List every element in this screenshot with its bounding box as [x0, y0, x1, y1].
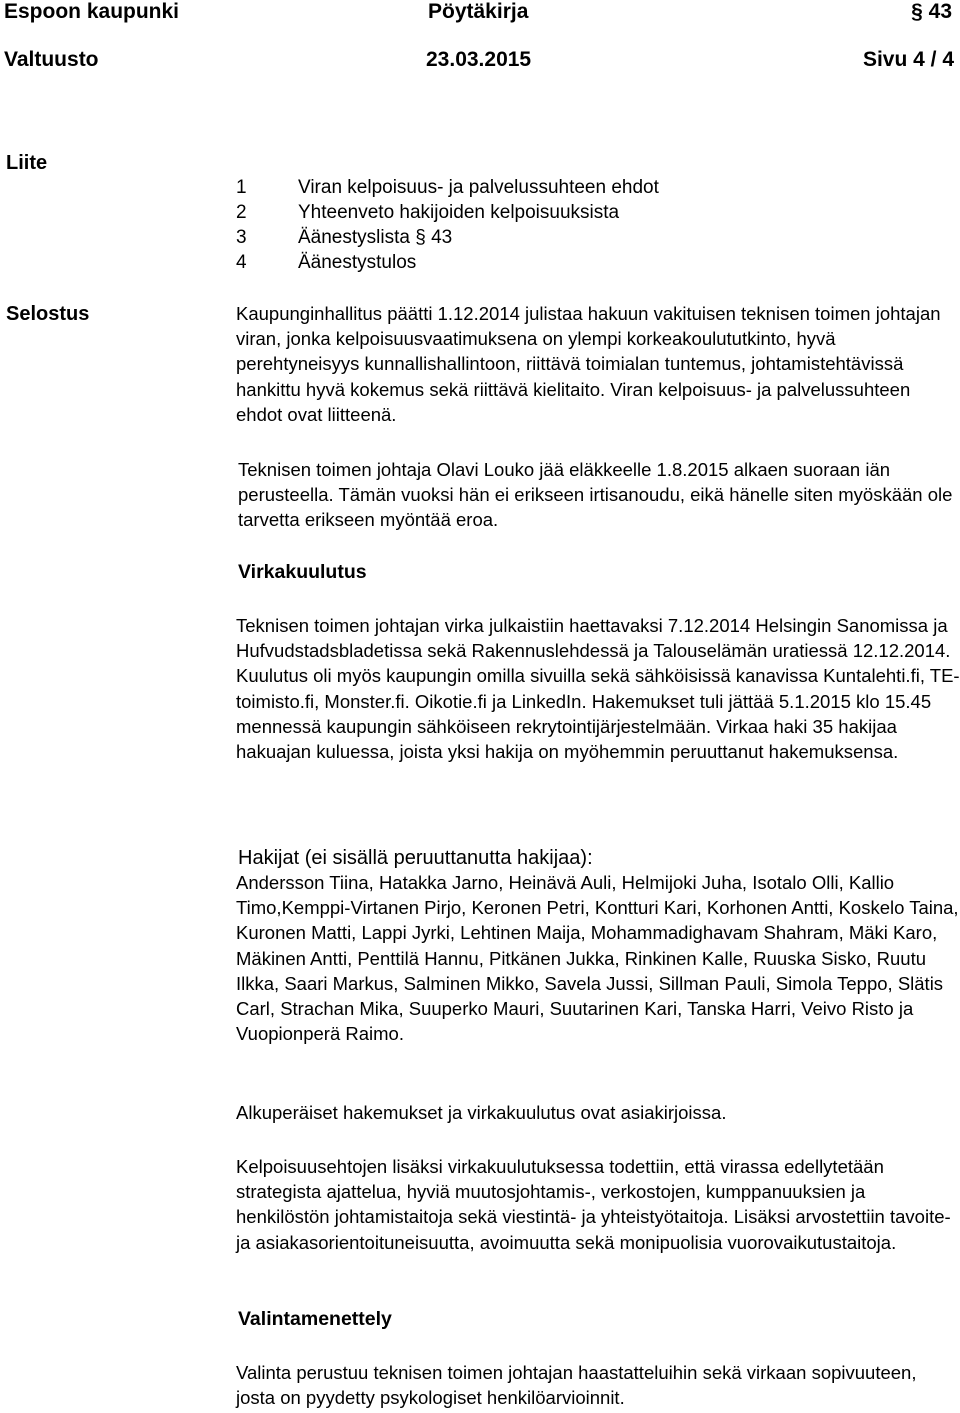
- header-section: § 43: [911, 0, 952, 23]
- attachment-item: [236, 225, 960, 250]
- attachment-item: [236, 250, 960, 275]
- paragraph-text: Teknisen toimen johtajan virka julkaistiin haettavaksi 7.12.2014 Helsingin Sanomissa ja Hufvudstadsbladetissa sekä Rakennuslehdessä ja Talouselämän uratiessä 12.12.2014. Kuulutus oli myös kaupungin omilla sivuilla sekä sähköisissä kanavissa Kuntalehti.fi, TE-toimisto.fi, Monster.fi. Oikotie.fi ja LinkedIn. Hakemukset tuli jättää 5.1.2015 klo 15.45 mennessä kaupungin sähköiseen rekrytointijärjestelmään. Virkaa haki 35 hakijaa hakuajan kuluessa, joista yksi hakija on myöhemmin peruuttanut hakemuksensa.: [236, 615, 960, 763]
- attachment-number: 2: [236, 202, 247, 223]
- statement-paragraph-1: [236, 301, 960, 427]
- header-page: Sivu 4 / 4: [862, 48, 954, 71]
- header-city: Espoon kaupunki: [4, 0, 180, 23]
- announcement-paragraph: [236, 613, 960, 764]
- documents-paragraph: [236, 1100, 960, 1125]
- paragraph-text: Andersson Tiina, Hatakka Jarno, Heinävä Auli, Helmijoki Juha, Isotalo Olli, Kallio Timo,Kemppi-Virtanen Pirjo, Keronen Petri, Kontturi Kari, Korhonen Antti, Koskelo Taina, Kuronen Matti, Lappi Jyrki, Lehtinen Maija, Mohammadighavam Shahram, Mäki Karo, Mäkinen Antti, Penttilä Hannu, Pitkänen Jukka, Rinkinen Kalle, Ruuska Sisko, Ruutu Ilkka, Saari Markus, Salminen Mikko, Savela Jussi, Sillman Pauli, Simola Teppo, Slätis Carl, Strachan Mika, Suuperko Mauri, Suutarinen Kari, Tanska Harri, Veivo Risto ja Vuopionperä Raimo.: [236, 872, 959, 1045]
- header-doc-type: Pöytäkirja: [428, 0, 529, 23]
- attachment-title: Äänestystulos: [298, 252, 417, 273]
- requirements-paragraph: [236, 1154, 960, 1255]
- attachments-label: Liite: [6, 152, 48, 174]
- attachment-number: 3: [236, 227, 247, 248]
- paragraph-text: Teknisen toimen johtaja Olavi Louko jää eläkkeelle 1.8.2015 alkaen suoraan iän perusteella. Tämän vuoksi hän ei erikseen irtisanoudu, eikä hänelle siten myöskään ole tarvetta erikseen myöntää eroa.: [238, 459, 953, 531]
- attachment-item: [236, 200, 960, 225]
- announcement-heading: Virkakuulutus: [238, 561, 367, 583]
- attachment-title: Viran kelpoisuus- ja palvelussuhteen ehdot: [298, 177, 659, 198]
- selection-paragraph: [236, 1360, 960, 1410]
- attachment-item: [236, 175, 960, 200]
- paragraph-text: Kelpoisuusehtojen lisäksi virkakuulutuksessa todettiin, että virassa edellytetään strategista ajattelua, hyviä muutosjohtamis-, verkostojen, kumppanuuksien ja henkilöstön johtamistaitoja sekä viestintä- ja yhteistyötaitoja. Lisäksi arvostettiin tavoite- ja asiakasorientoituneisuutta, avoimuutta sekä monipuolisia vuorovaikutustaitoja.: [236, 1156, 951, 1253]
- attachment-number: 1: [236, 177, 247, 198]
- attachment-title: Äänestyslista § 43: [298, 227, 453, 248]
- applicants-heading: Hakijat (ei sisällä peruuttanutta hakijaa):: [238, 847, 593, 869]
- attachments-list: [236, 175, 960, 275]
- attachment-number: 4: [236, 252, 247, 273]
- statement-paragraph-2: [238, 457, 958, 533]
- selection-heading: Valintamenettely: [238, 1308, 392, 1330]
- paragraph-text: Kaupunginhallitus päätti 1.12.2014 julistaa hakuun vakituisen teknisen toimen johtajan viran, jonka kelpoisuusvaatimuksena on ylempi korkeakoulututkinto, hyvä perehtyneisyys kunnallishallintoon, riittävä toimialan tuntemus, johtamistehtävissä hankittu hyvä kokemus sekä riittävä kielitaito. Viran kelpoisuus- ja palvelussuhteen ehdot ovat liitteenä.: [236, 303, 941, 425]
- paragraph-text: Valinta perustuu teknisen toimen johtajan haastatteluihin sekä virkaan sopivuuteen, josta on pyydetty psykologiset henkilöarvioinnit.: [236, 1362, 917, 1409]
- header-date: 23.03.2015: [426, 48, 532, 71]
- applicants-list: [236, 870, 960, 1046]
- attachment-title: Yhteenveto hakijoiden kelpoisuuksista: [298, 202, 620, 223]
- header-body: Valtuusto: [4, 48, 99, 71]
- statement-label: Selostus: [6, 303, 90, 325]
- paragraph-text: Alkuperäiset hakemukset ja virkakuulutus ovat asiakirjoissa.: [236, 1102, 727, 1123]
